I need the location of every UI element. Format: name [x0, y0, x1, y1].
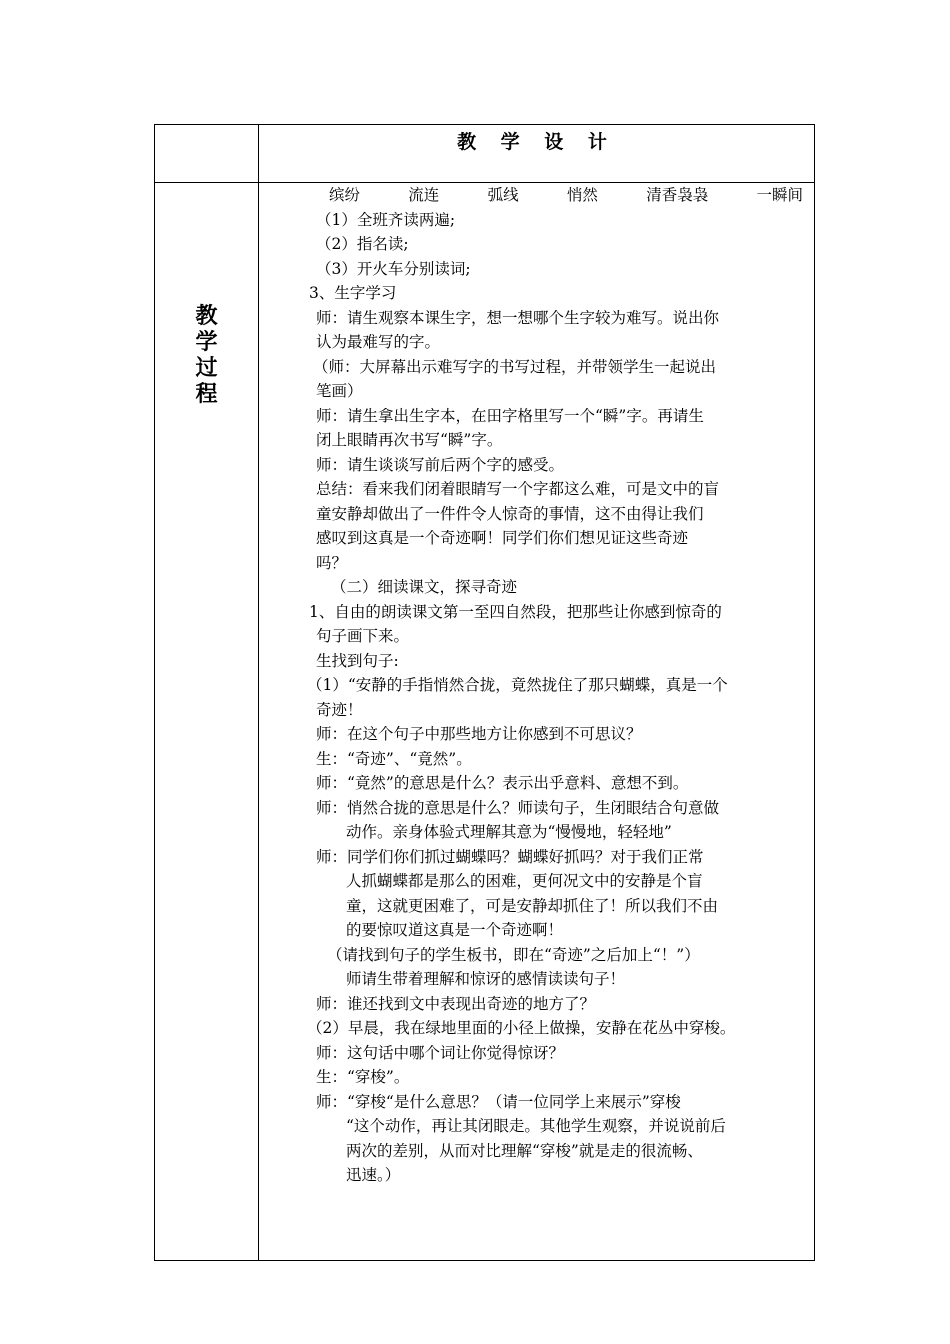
content-line: （2）早晨，我在绿地里面的小径上做操，安静在花丛中穿梭。 — [307, 1019, 736, 1037]
header-left-cell — [155, 125, 259, 183]
vocabulary-row — [259, 183, 805, 208]
lesson-table — [154, 124, 815, 1261]
content-line: 生找到句子: — [316, 651, 399, 670]
content-line: 童，这就更困难了，可是安静却抓住了！所以我们不由 — [346, 896, 719, 915]
content-line: （1）全班齐读两遍; — [316, 210, 456, 229]
content-line: 师：悄然合拢的意思是什么？师读句子，生闭眼结合句意做 — [316, 798, 720, 817]
content-line: 童安静却做出了一件件令人惊奇的事情，这不由得让我们 — [316, 504, 704, 523]
vocab-word: 清香袅袅 — [646, 186, 709, 204]
content-line: （二）细读课文，探寻奇迹 — [331, 578, 518, 596]
content-line: （请找到句子的学生板书，即在“奇迹”之后加上“！”） — [327, 945, 700, 964]
vocab-word: 流连 — [408, 186, 440, 204]
content-line: 句子画下来。 — [316, 627, 410, 645]
content-line: （3）开火车分别读词; — [316, 259, 471, 278]
content-line: （师：大屏幕出示难写字的书写过程，并带领学生一起说出 — [313, 357, 717, 376]
lesson-content — [259, 183, 814, 1188]
content-line: 师：“竟然”的意思是什么？表示出乎意料、意想不到。 — [316, 774, 689, 792]
side-label-char: 程 — [195, 381, 218, 407]
content-line: 师：请生观察本课生字，想一想哪个生字较为难写。说出你 — [316, 308, 720, 327]
vocab-word: 一瞬间 — [756, 186, 803, 204]
header-row — [155, 125, 815, 183]
content-line: 总结：看来我们闭着眼睛写一个字都这么难，可是文中的盲 — [316, 480, 720, 498]
content-line: 生：“奇迹”、“竟然”。 — [316, 749, 472, 768]
content-line: 师：“穿梭“是什么意思？（请一位同学上来展示”穿梭 — [316, 1092, 681, 1111]
vocab-word: 弧线 — [487, 186, 519, 204]
content-line: 迅速。） — [346, 1166, 401, 1184]
content-line: 1、自由的朗读课文第一至四自然段，把那些让你感到惊奇的 — [309, 602, 722, 621]
side-label — [155, 303, 258, 407]
content-line: 动作。亲身体验式理解其意为“慢慢地，轻轻地” — [346, 823, 672, 841]
content-line: 感叹到这真是一个奇迹啊！同学们你们想见证这些奇迹 — [316, 529, 689, 547]
content-line: 师请生带着理解和惊讶的感情读读句子！ — [346, 970, 626, 988]
content-line: 人抓蝴蝶都是那么的困难，更何况文中的安静是个盲 — [346, 872, 703, 890]
side-label-char: 教 — [195, 303, 218, 329]
vocab-word: 悄然 — [566, 186, 598, 204]
content-line: （2）指名读; — [316, 235, 409, 253]
content-line: 两次的差别，从而对比理解“穿梭”就是走的很流畅、 — [346, 1141, 703, 1160]
content-line: 3、生字学习 — [309, 284, 397, 302]
header-right-cell — [259, 125, 815, 183]
content-line: （1）“安静的手指悄然合拢，竟然拢住了那只蝴蝶，真是一个 — [307, 676, 728, 694]
vocab-word: 缤纷 — [329, 186, 361, 204]
content-line: 笔画） — [316, 382, 363, 400]
content-line: 师：同学们你们抓过蝴蝶吗？蝴蝶好抓吗？对于我们正常 — [316, 847, 704, 866]
content-line: 师：这句话中哪个词让你觉得惊讶？ — [316, 1043, 565, 1062]
content-line: 奇迹！ — [316, 700, 363, 719]
content-line: 闭上眼睛再次书写“瞬”字。 — [316, 431, 503, 449]
side-label-char: 学 — [195, 329, 218, 355]
content-cell — [259, 183, 815, 1261]
content-line: 认为最难写的字。 — [316, 333, 441, 351]
content-line: 吗？ — [316, 553, 348, 572]
content-line: 生：“穿梭”。 — [316, 1068, 410, 1086]
table-title: 教 学 设 计 — [457, 131, 616, 153]
body-row — [155, 183, 815, 1261]
content-line: 师：请生谈谈写前后两个字的感受。 — [316, 455, 565, 474]
content-line: 师：请生拿出生字本，在田字格里写一个“瞬”字。再请生 — [316, 406, 704, 425]
side-label-char: 过 — [195, 355, 218, 381]
content-line: 师：在这个句子中那些地方让你感到不可思议？ — [316, 725, 642, 743]
side-label-cell — [155, 183, 259, 1261]
content-line: 的要惊叹道这真是一个奇迹啊！ — [346, 921, 564, 939]
content-line: “这个动作，再让其闭眼走。其他学生观察，并说说前后 — [346, 1117, 726, 1135]
content-line: 师：谁还找到文中表现出奇迹的地方了？ — [316, 994, 596, 1013]
